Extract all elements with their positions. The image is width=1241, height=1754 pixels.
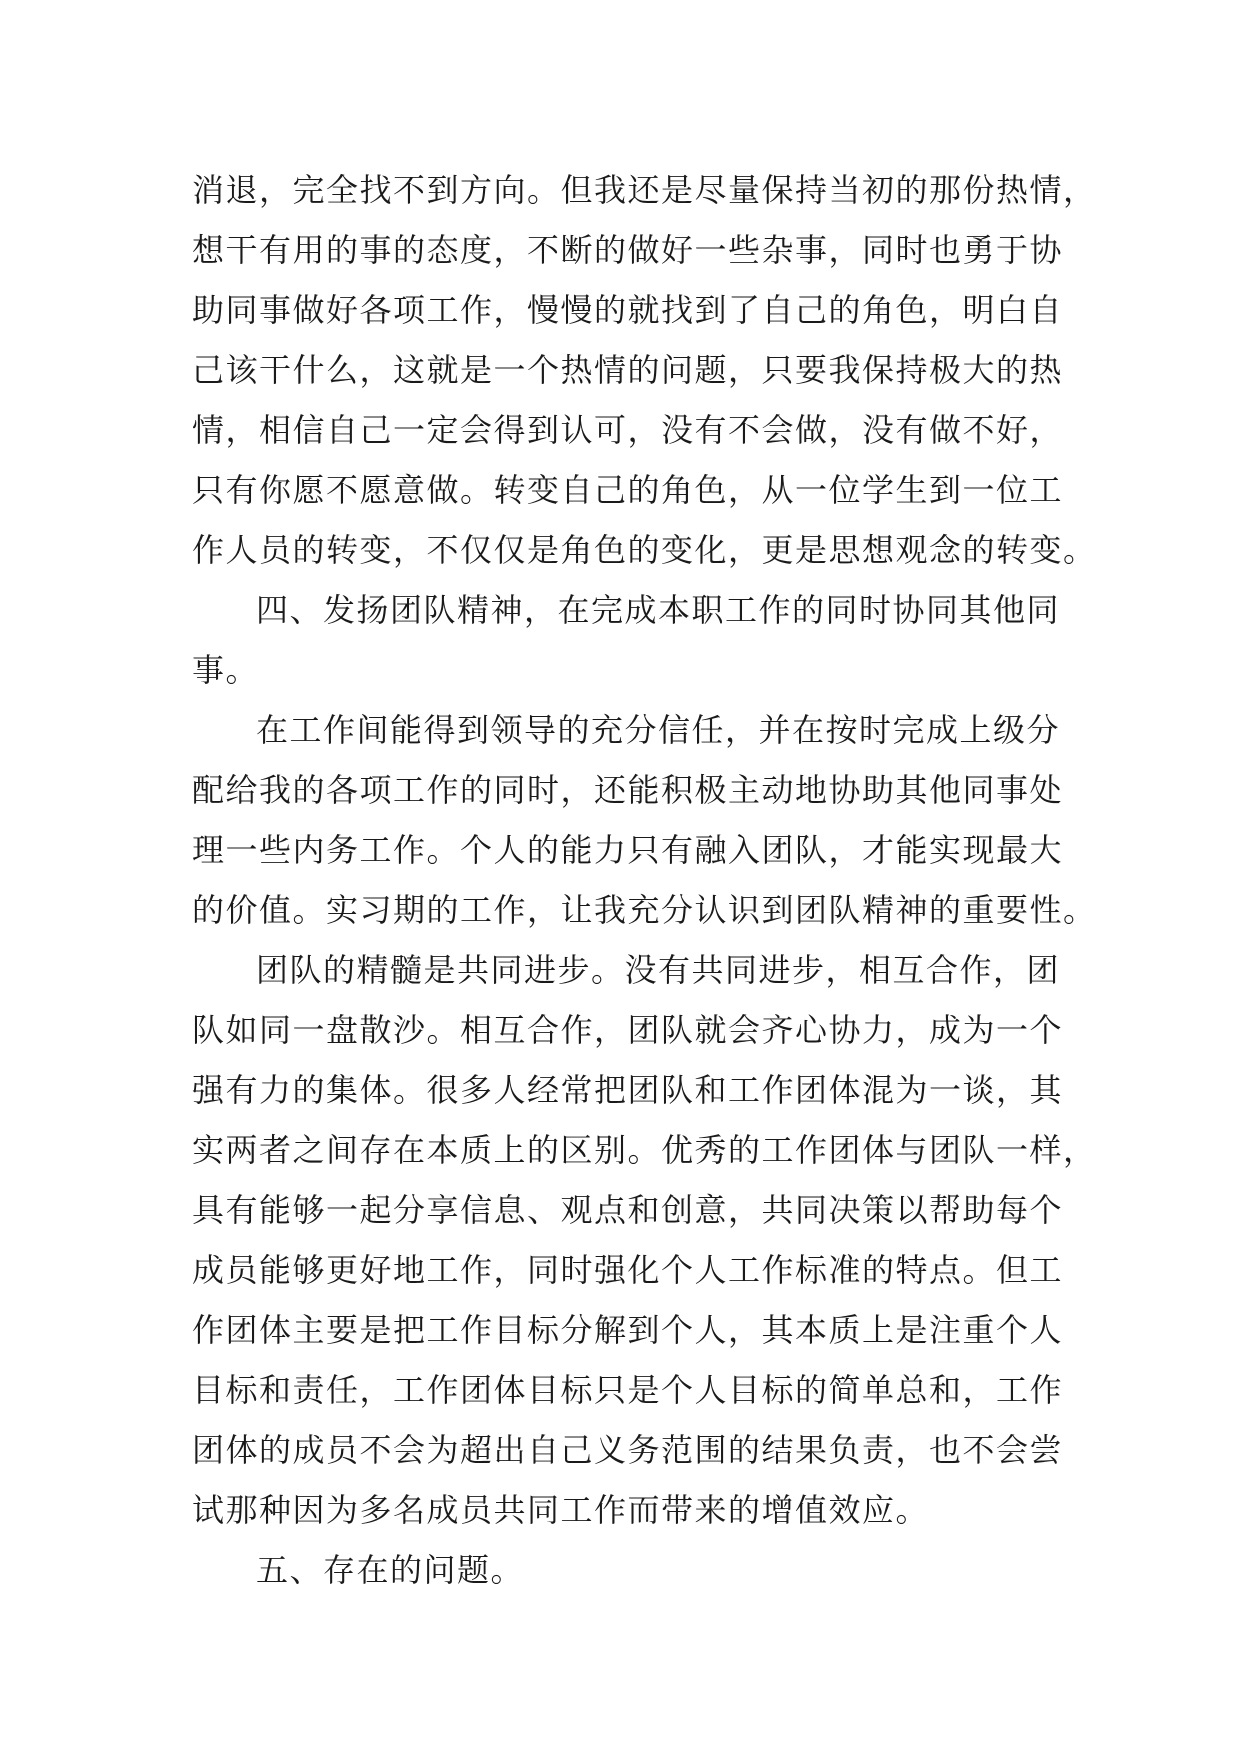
text-line: 成员能够更好地工作，同时强化个人工作标准的特点。但工 — [192, 1251, 1064, 1289]
text-line: 目标和责任，工作团体目标只是个人目标的简单总和，工作 — [192, 1371, 1064, 1409]
text-line: 己该干什么，这就是一个热情的问题，只要我保持极大的热 — [192, 351, 1064, 389]
text-line: 队如同一盘散沙。相互合作，团队就会齐心协力，成为一个 — [192, 1011, 1064, 1049]
text-line: 实两者之间存在本质上的区别。优秀的工作团体与团队一样， — [192, 1131, 1097, 1169]
text-line: 的价值。实习期的工作，让我充分认识到团队精神的重要性。 — [192, 891, 1097, 929]
paragraph-first-line: 团队的精髓是共同进步。没有共同进步，相互合作，团 — [256, 951, 1061, 989]
text-line: 作人员的转变，不仅仅是角色的变化，更是思想观念的转变。 — [192, 531, 1097, 569]
text-line: 事。 — [192, 651, 260, 689]
text-line: 具有能够一起分享信息、观点和创意，共同决策以帮助每个 — [192, 1191, 1064, 1229]
text-line: 情，相信自己一定会得到认可，没有不会做，没有做不好， — [192, 411, 1064, 449]
body-text — [192, 160, 1097, 1600]
text-line: 试那种因为多名成员共同工作而带来的增值效应。 — [192, 1491, 930, 1529]
paragraph-first-line: 四、发扬团队精神，在完成本职工作的同时协同其他同 — [256, 591, 1061, 629]
text-line: 强有力的集体。很多人经常把团队和工作团体混为一谈，其 — [192, 1071, 1064, 1109]
text-line: 配给我的各项工作的同时，还能积极主动地协助其他同事处 — [192, 771, 1064, 809]
text-line: 理一些内务工作。个人的能力只有融入团队，才能实现最大 — [192, 831, 1064, 869]
text-line: 助同事做好各项工作，慢慢的就找到了自己的角色，明白自 — [192, 291, 1064, 329]
text-line: 只有你愿不愿意做。转变自己的角色，从一位学生到一位工 — [192, 471, 1064, 509]
text-line: 消退，完全找不到方向。但我还是尽量保持当初的那份热情， — [192, 171, 1097, 209]
text-line: 想干有用的事的态度，不断的做好一些杂事，同时也勇于协 — [192, 231, 1064, 269]
text-line: 作团体主要是把工作目标分解到个人，其本质上是注重个人 — [192, 1311, 1064, 1349]
paragraph-first-line: 在工作间能得到领导的充分信任，并在按时完成上级分 — [256, 711, 1061, 749]
paragraph-first-line: 五、存在的问题。 — [256, 1551, 525, 1589]
text-line: 团体的成员不会为超出自己义务范围的结果负责，也不会尝 — [192, 1431, 1064, 1469]
